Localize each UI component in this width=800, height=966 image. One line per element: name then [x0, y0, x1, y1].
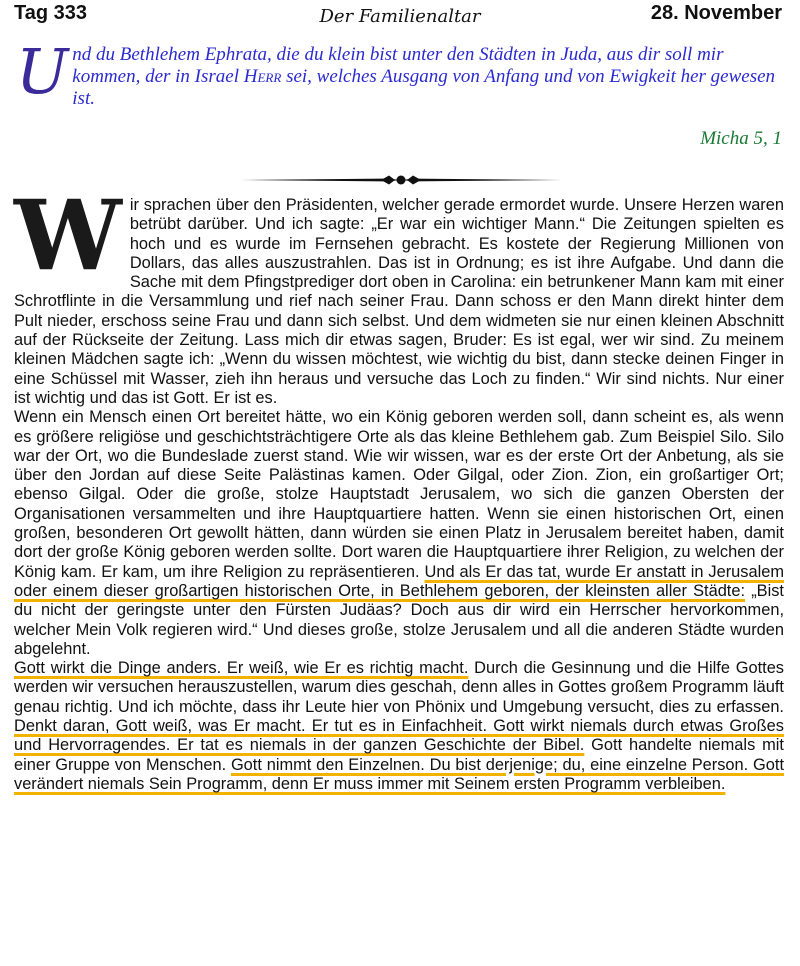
verse-reference: Micha 5, 1: [700, 128, 782, 149]
verse-text-b: sei, welches Ausgang von Anfang und von Ewigkeit her gewesen ist.: [72, 66, 776, 109]
day-number: Tag 333: [14, 2, 87, 24]
verse-lord: Herr: [243, 66, 282, 87]
paragraph-3-text-a: Durch die Gesinnung und die Hilfe Gottes werden wir versuchen herauszustellen, warum dies geschah, denn alles in Gottes großem Programm läuft genau richtig. Und ich möchte, dass ihr Leute hier von Phönix und Umgebung versucht, dies zu erfassen.: [14, 659, 785, 716]
highlight-simplicity: Denkt daran, Gott weiß, was Er macht. Er tut es in Einfachheit. Gott wirkt niemals durch etwas Großes und Hervorragendes. Er tat es niemals in der ganzen Geschichte der Bibel.: [14, 717, 784, 755]
highlight-bethlehem: Und als Er das tat, wurde Er anstatt in Jerusalem oder einem dieser großartigen historischen Orte, in Bethlehem geboren, der kleinsten aller Städte:: [14, 562, 785, 600]
highlight-god-works: Gott wirkt die Dinge anders. Er weiß, wie Er es richtig macht.: [14, 659, 469, 678]
bible-verse: [16, 35, 786, 110]
paragraph-2-text-b: „Bist du nicht der geringste unter den Fürsten Judäas? Doch aus dir wird ein Herrscher hervorkommen, welcher Mein Volk regieren wird.“ Und dieses große, stolze Jerusalem und all die anderen Städte wurden abgelehnt.: [14, 581, 784, 658]
paragraph-1-text: ir sprachen über den Präsidenten, welcher gerade ermordet wurde. Unsere Herzen waren betrübt darüber. Und ich sagte: „Er war ein wichtiger Mann.“ Die Zeitungen spielten es hoch und es wurde im Fernsehen gebracht. Es kostete der Regierung Millionen von Dollars, das alles auszustrahlen. Das ist in Ordnung; es ist ihre Aufgabe. Und dann die Sache mit dem Pfingstprediger dort oben in Carolina: ein betrunkener Mann kam mit einer Schrotflinte in die Versammlung und rief nach seiner Frau. Dann schoss er den Mann direkt hinter dem Pult nieder, erschoss seine Frau und dann sich selbst. Und dem widmeten sie nur einen kleinen Abschnitt auf der Rückseite der Zeitung. Lass mich dir etwas sagen, Bruder: Es ist egal, wer wir sind. Zu meinem kleinen Mädchen sagte ich: „Wenn du wissen möchtest, wie wichtig du bist, dann stecke deinen Finger in eine Schüssel mit Wasser, zieh ihn heraus und versuche das Loch zu finden.“ Wir sind nichts. Nur einer ist wichtig und das ist Gott. Er ist es.: [14, 196, 784, 407]
sermon-body: [14, 179, 785, 794]
date: 28. November: [650, 2, 782, 24]
divider-ornament-icon: [238, 172, 564, 188]
paragraph-3: [14, 659, 784, 794]
verse-drop-cap: U: [16, 35, 69, 108]
highlight-individual: Gott nimmt den Einzelnen. Du bist derjenige; du, eine einzelne Person. Gott verändert niemals Sein Programm, denn Er muss immer mit Seinem ersten Programm verbleiben.: [14, 755, 784, 793]
paragraph-2: [14, 408, 784, 659]
paragraph-2-text-a: Wenn ein Mensch einen Ort bereitet hätte, wo ein König geboren werden soll, dann scheint es, als wenn es größere religiöse und geschichtsträchtigere Orte als das kleine Bethlehem gab. Zum Beispiel Silo. Silo war der Ort, wo die Bundeslade zuerst stand. Wie wir wissen, war es der erste Ort der Anbetung, als sie über den Jordan auf diese Seite Palästinas kamen. Oder Gilgal, oder Zion. Zion, ein großartiger Ort; ebenso Gilgal. Oder die große, stolze Hauptstadt Jerusalem, wo sich die ganzen Obersten der Organisationen versammelten und ihre Hauptquartiere hatten. Wenn sie einen historischen Ort, einen großen, besonderen Ort gewollt hätten, dann würden sie einen Platz in Jerusalem bereitet haben, damit dort der große König geboren werden sollte. Dort waren die Hauptquartiere ihrer Religion, zu welchen der König kam. Er kam, um ihre Religion zu repräsentieren.: [14, 408, 784, 581]
verse-text-a: nd du Bethlehem Ephrata, die du klein bist unter den Städten in Juda, aus dir soll mir kommen, der in Israel: [72, 44, 724, 87]
body-drop-cap: W: [14, 179, 122, 292]
paragraph-3-text-b: Gott handelte niemals mit einer Gruppe von Menschen.: [14, 736, 784, 774]
book-title: Der Familienaltar: [319, 6, 481, 27]
paragraph-1: [14, 179, 784, 408]
